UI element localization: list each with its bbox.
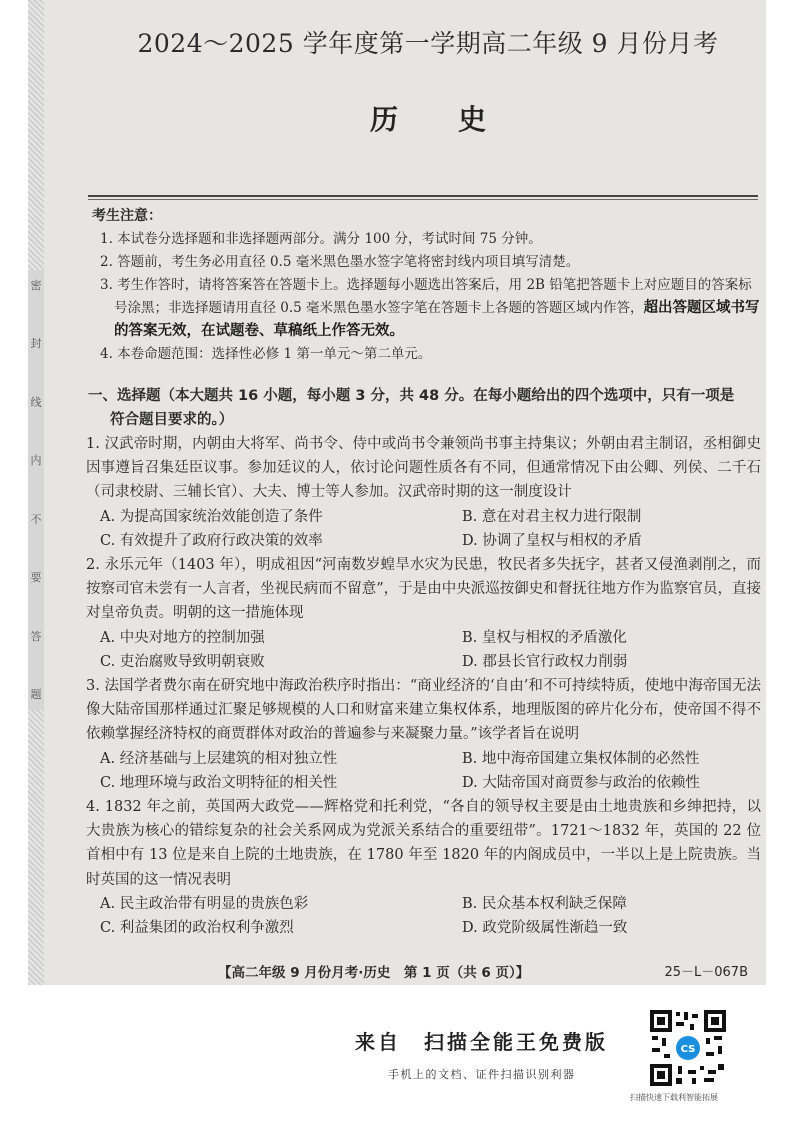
notice-item: 4. 本卷命题范围：选择性必修 1 第一单元～第二单元。 bbox=[100, 346, 432, 362]
question-stem: 2. 永乐元年（1403 年），明成祖因“河南数岁蝗旱水灾为民患，牧民者多失抚字，甚者又侵渔剥削之，而按察司官未尝有一人言者，坐视民病而不留意”，于是由中央派巡按御史和督抚往地方作为监察官员，直接对皇帝负责。明朝的这一措施体现 bbox=[86, 557, 761, 622]
seal-char: 内 bbox=[30, 454, 42, 468]
exam-page bbox=[28, 0, 766, 985]
question bbox=[86, 795, 761, 940]
notice-item-text: 3. 考生作答时，请将答案答在答题卡上。选择题每小题选出答案后，用 2B 铅笔把答题卡上对应题目的答案标号涂黑；非选择题请用直径 0.5 毫米黑色墨水签字笔在答题卡上各题的答题区域内作答， bbox=[100, 277, 752, 316]
paper-code: 25－L－067B bbox=[664, 965, 748, 980]
seal-char: 封 bbox=[30, 337, 42, 351]
option: C. 吏治腐败导致明朝衰败 bbox=[100, 653, 265, 670]
question-list bbox=[86, 432, 761, 940]
option: C. 地理环境与政治文明特征的相关性 bbox=[100, 774, 338, 791]
subject-title: 历史 bbox=[369, 103, 546, 136]
option: C. 有效提升了政府行政决策的效率 bbox=[100, 532, 323, 549]
option: D. 郡县长官行政权力削弱 bbox=[462, 653, 628, 670]
notice-item: 2. 答题前，考生务必用直径 0.5 毫米黑色墨水签字笔将密封线内项目填写清楚。 bbox=[100, 254, 580, 270]
option: D. 协调了皇权与相权的矛盾 bbox=[462, 532, 642, 549]
section-heading bbox=[88, 384, 760, 432]
option: A. 经济基础与上层建筑的相对独立性 bbox=[100, 750, 338, 767]
notice-emphasis: 超出答题区域书写的答案无效，在试题卷、草稿纸上作答无效。 bbox=[114, 300, 760, 339]
option: B. 意在对君主权力进行限制 bbox=[462, 508, 642, 525]
question-options bbox=[86, 892, 761, 940]
option: D. 大陆帝国对商贾参与政治的依赖性 bbox=[462, 774, 700, 791]
exam-title: 2024～2025 学年度第一学期高二年级 9 月份月考 bbox=[137, 29, 719, 58]
divider bbox=[88, 199, 758, 200]
option: A. 民主政治带有明显的贵族色彩 bbox=[100, 895, 309, 912]
question bbox=[86, 432, 761, 553]
seal-char: 线 bbox=[30, 395, 42, 409]
notice-item: 1. 本试卷分选择题和非选择题两部分。满分 100 分，考试时间 75 分钟。 bbox=[100, 231, 542, 247]
qr-center-label: CS bbox=[680, 1044, 696, 1055]
question-options bbox=[86, 626, 761, 674]
seal-line-warning bbox=[28, 270, 44, 710]
option: B. 皇权与相权的矛盾激化 bbox=[462, 629, 627, 646]
option: D. 政党阶级属性渐趋一致 bbox=[462, 920, 628, 937]
seal-char: 密 bbox=[30, 279, 42, 292]
scanner-brand: 来自 扫描全能王免费版 bbox=[355, 1030, 608, 1054]
page-footer bbox=[218, 961, 748, 981]
seal-char: 题 bbox=[30, 687, 42, 701]
seal-char: 不 bbox=[30, 512, 42, 526]
question-stem: 1. 汉武帝时期，内朝由大将军、尚书令、侍中或尚书令兼领尚书事主持集议；外朝由君主制诏，丞相御史因事遵旨召集廷臣议事。参加廷议的人，依讨论问题性质各有不同，但通常情况下由公卿、列侯、二千石（司隶校尉、三辅长官）、大夫、博士等人参加。汉武帝时期的这一制度设计 bbox=[86, 436, 761, 501]
option: A. 中央对地方的控制加强 bbox=[100, 629, 265, 646]
notice-heading: 考生注意： bbox=[92, 208, 162, 224]
option: A. 为提高国家统治效能创造了条件 bbox=[100, 508, 323, 525]
candidate-notice bbox=[92, 205, 762, 366]
option: B. 地中海帝国建立集权体制的必然性 bbox=[462, 750, 700, 767]
question-options bbox=[86, 505, 761, 553]
qr-code-icon[interactable] bbox=[648, 1008, 728, 1088]
footer-label: 【高二年级 9 月份月考·历史 第 1 页（共 6 页）】 bbox=[218, 965, 530, 981]
section-heading-line: 符合题目要求的。） bbox=[110, 412, 234, 428]
question-stem: 3. 法国学者费尔南在研究地中海政治秩序时指出：“商业经济的‘自由’和不可持续特质，使地中海帝国无法像大陆帝国那样通过汇聚足够规模的人口和财富来建立集权体系，地理版图的碎片化分布，使帝国不得不依赖掌握经济特权的商贾群体对政治的普遍参与来凝聚力量。”该学者旨在说明 bbox=[86, 678, 761, 743]
option: C. 利益集团的政治权利争激烈 bbox=[100, 920, 294, 937]
seal-char: 答 bbox=[30, 629, 42, 643]
seal-char: 要 bbox=[30, 571, 42, 585]
notice-item bbox=[92, 274, 762, 343]
qr-caption: 扫描快速下载利智能拓展 bbox=[630, 1093, 718, 1102]
divider bbox=[88, 195, 758, 197]
question-options bbox=[86, 747, 761, 795]
question-stem: 4. 1832 年之前，英国两大政党——辉格党和托利党，“各自的领导权主要是由土地贵族和乡绅把持，以大贵族为核心的错综复杂的社会关系网成为党派关系结合的重要纽带”。1721～1832 年，英国的 22 位首相中有 13 位是来自上院的土地贵族，在 1780 年至 1820 年的内阁成员中，一半以上是上院贵族。当时英国的这一情况表明 bbox=[86, 799, 761, 888]
question bbox=[86, 674, 761, 795]
question bbox=[86, 553, 761, 674]
option: B. 民众基本权利缺乏保障 bbox=[462, 895, 627, 912]
scanner-tagline: 手机上的文档、证件扫描识别利器 bbox=[388, 1068, 576, 1081]
section-heading-line: 一、选择题（本大题共 16 小题，每小题 3 分，共 48 分。在每小题给出的四个选项中，只有一项是 bbox=[88, 388, 735, 404]
